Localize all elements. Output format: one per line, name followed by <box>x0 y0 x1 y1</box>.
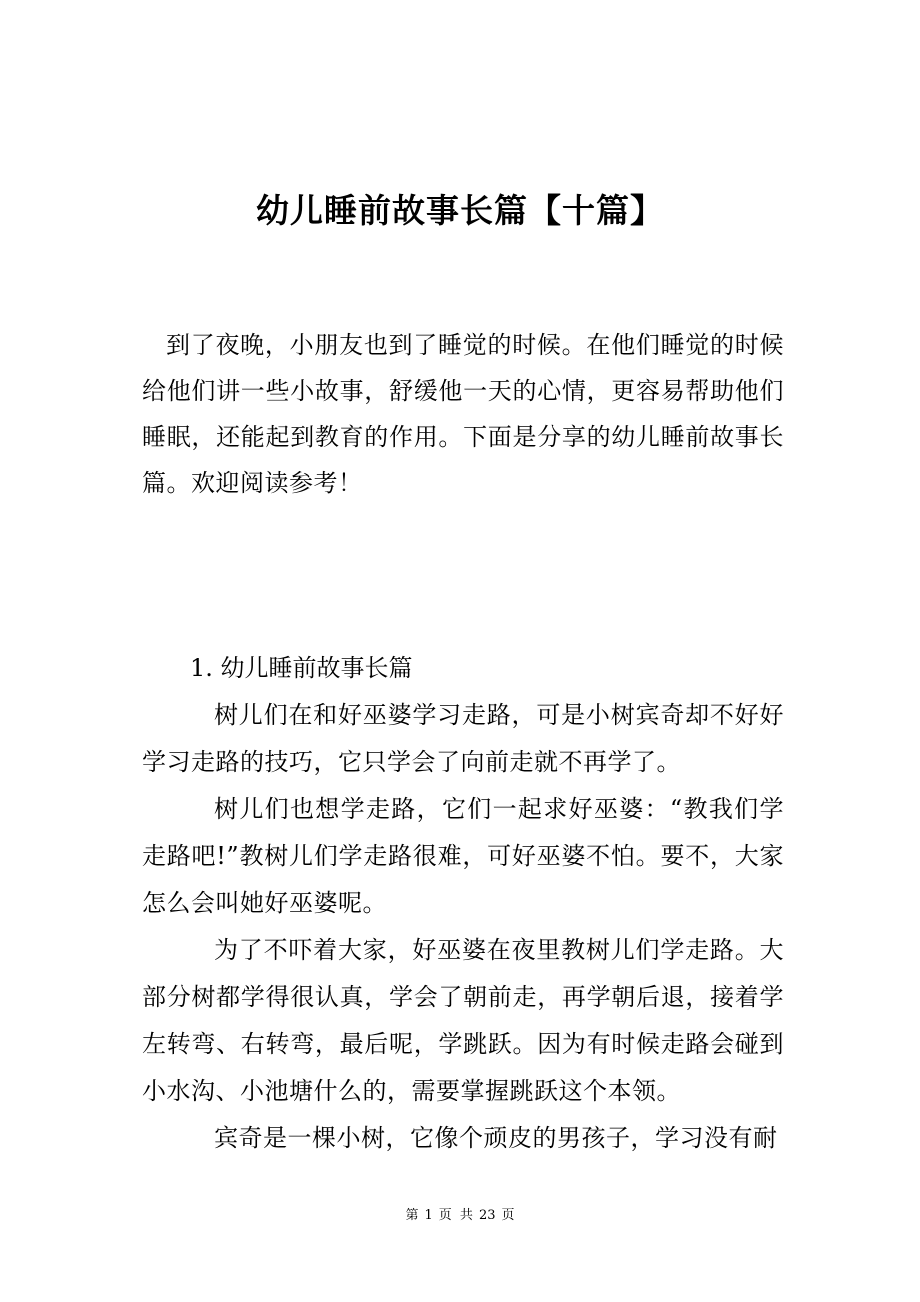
current-page-number: 1 <box>424 1208 433 1223</box>
footer-prefix: 第 <box>405 1208 419 1223</box>
intro-section <box>142 322 784 506</box>
page-title: 幼儿睡前故事长篇【十篇】 <box>256 191 664 230</box>
section-heading: 1. 幼儿睡前故事长篇 <box>190 654 413 682</box>
intro-paragraph: 到了夜晚，小朋友也到了睡觉的时候。在他们睡觉的时候给他们讲一些小故事，舒缓他一天的心情，更容易帮助他们睡眠，还能起到教育的作用。下面是分享的幼儿睡前故事长篇。欢迎阅读参考！ <box>142 331 784 497</box>
story-paragraph: 宾奇是一棵小树，它像个顽皮的男孩子，学习没有耐 <box>214 1124 778 1152</box>
page-footer <box>0 1206 920 1226</box>
story-body <box>142 692 784 1162</box>
story-paragraph: 为了不吓着大家，好巫婆在夜里教树儿们学走路。大部分树都学得很认真，学会了朝前走，再学朝后退，接着学左转弯、右转弯，最后呢，学跳跃。因为有时候走路会碰到小水沟、小池塘什么的，需要掌握跳跃这个本领。 <box>142 936 784 1105</box>
footer-suffix: 页 <box>501 1208 515 1223</box>
story-paragraph: 树儿们在和好巫婆学习走路，可是小树宾奇却不好好学习走路的技巧，它只学会了向前走就不再学了。 <box>142 701 784 776</box>
footer-middle: 页 共 <box>438 1208 473 1223</box>
total-pages-number: 23 <box>478 1208 496 1223</box>
story-paragraph: 树儿们也想学走路，它们一起求好巫婆：“教我们学走路吧!”教树儿们学走路很难，可好巫婆不怕。要不，大家怎么会叫她好巫婆呢。 <box>142 795 784 917</box>
